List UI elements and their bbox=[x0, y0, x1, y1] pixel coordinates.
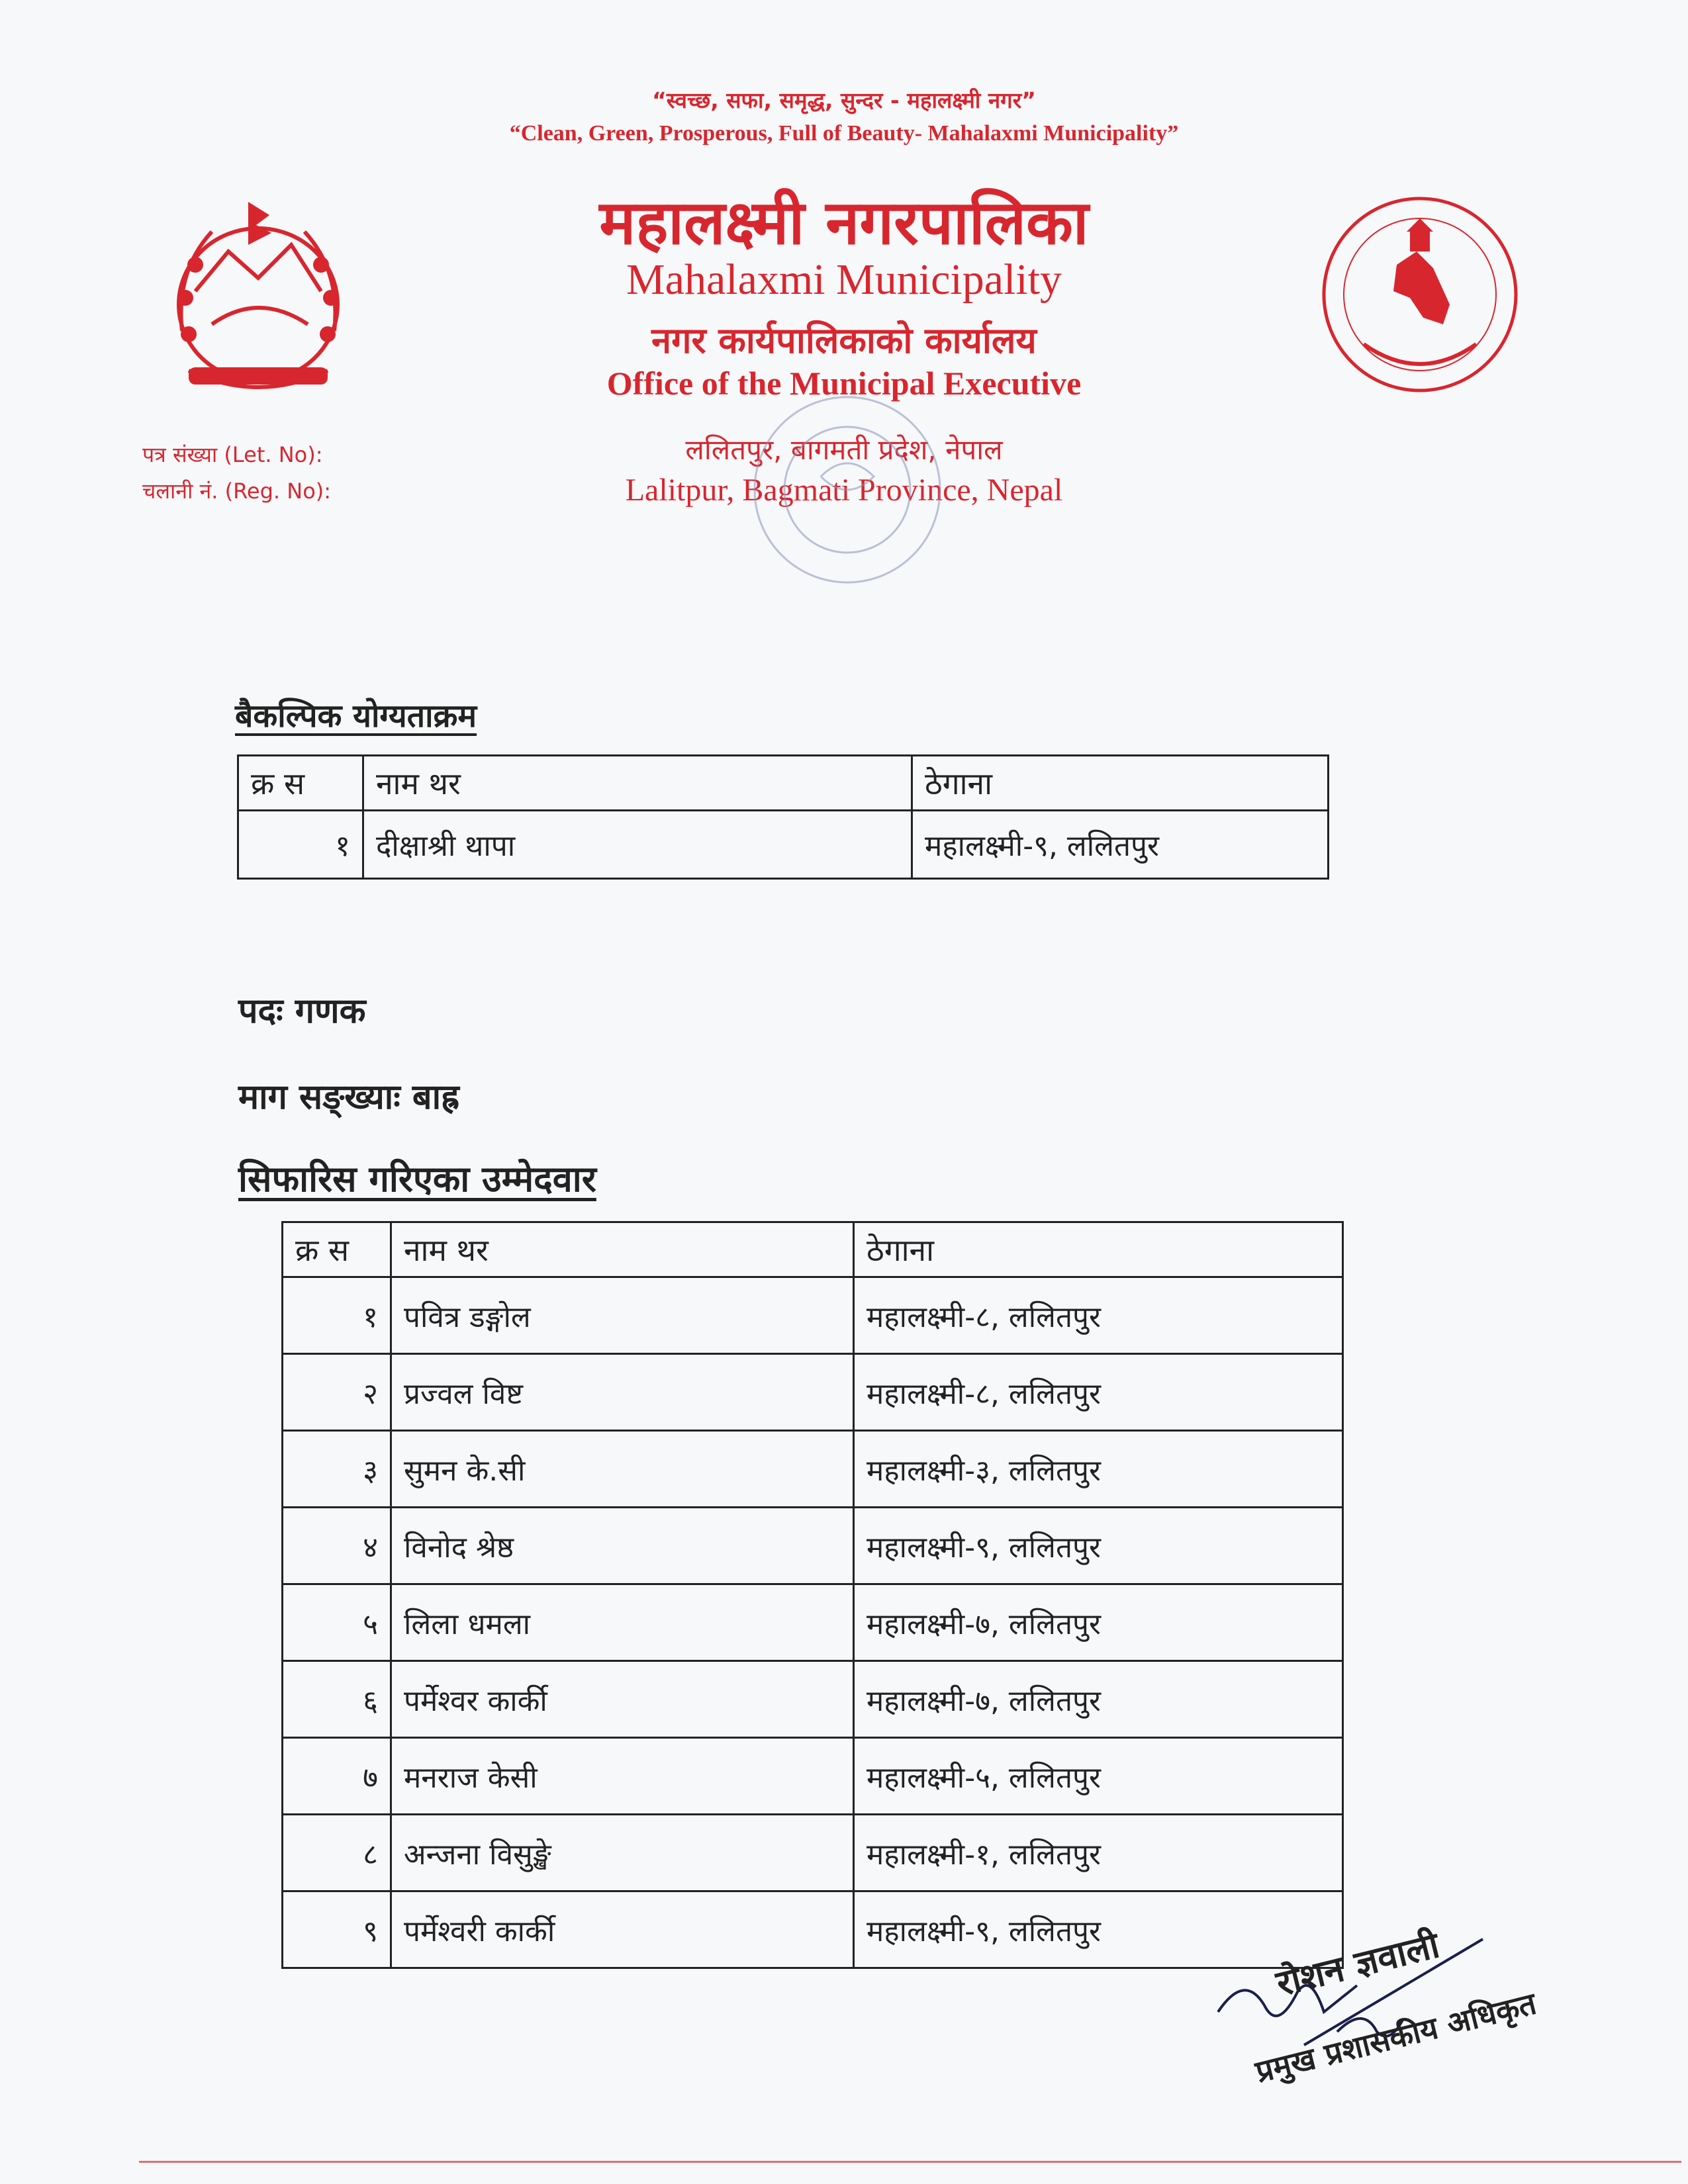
table-row bbox=[238, 811, 1329, 879]
table-row bbox=[283, 1891, 1343, 1968]
row-address: महालक्ष्मी-९, ललितपुर bbox=[854, 1891, 1343, 1968]
row-name: दीक्षाश्री थापा bbox=[363, 811, 912, 879]
registration-number-label: चलानी नं. (Reg. No): bbox=[142, 478, 332, 504]
table-row bbox=[283, 1661, 1343, 1738]
alternate-list-title: बैकल्पिक योग्यताक्रम bbox=[235, 698, 477, 735]
office-name-english: Office of the Municipal Executive bbox=[606, 365, 1082, 402]
table-row bbox=[283, 1508, 1343, 1584]
letter-number-label: पत्र संख्या (Let. No): bbox=[142, 442, 323, 467]
column-header-sn: क्र स bbox=[238, 756, 363, 811]
row-name: सुमन के.सी bbox=[391, 1431, 854, 1508]
table-row bbox=[283, 1354, 1343, 1431]
post-position: पदः गणक bbox=[238, 991, 366, 1031]
column-header-name: नाम थर bbox=[363, 756, 912, 811]
table-row bbox=[283, 1584, 1343, 1661]
municipality-name-english: Mahalaxmi Municipality bbox=[626, 255, 1062, 304]
recommended-list-title: सिफारिस गरिएका उम्मेदवार bbox=[238, 1158, 596, 1200]
row-name: प्रज्वल विष्ट bbox=[391, 1354, 854, 1431]
row-sn: २ bbox=[283, 1354, 391, 1431]
table-header-row bbox=[283, 1222, 1343, 1277]
table-row bbox=[283, 1431, 1343, 1508]
office-name-nepali: नगर कार्यपालिकाको कार्यालय bbox=[651, 320, 1037, 361]
row-address: महालक्ष्मी-१, ललितपुर bbox=[854, 1815, 1343, 1891]
signatory-name: रोशन ज्ञवाली bbox=[1272, 1924, 1444, 2005]
row-sn: ७ bbox=[283, 1738, 391, 1815]
table-row bbox=[283, 1738, 1343, 1815]
row-address: महालक्ष्मी-८, ललितपुर bbox=[854, 1277, 1343, 1354]
row-address: महालक्ष्मी-८, ललितपुर bbox=[854, 1354, 1343, 1431]
row-address: महालक्ष्मी-७, ललितपुर bbox=[854, 1584, 1343, 1661]
row-name: लिला धमला bbox=[391, 1584, 854, 1661]
table-header-row bbox=[238, 756, 1329, 811]
row-sn: ६ bbox=[283, 1661, 391, 1738]
column-header-sn: क्र स bbox=[283, 1222, 391, 1277]
motto-english: “Clean, Green, Prosperous, Full of Beauty- Mahalaxmi Municipality” bbox=[509, 121, 1179, 146]
row-sn: १ bbox=[238, 811, 363, 879]
row-address: महालक्ष्मी-९, ललितपुर bbox=[912, 811, 1329, 879]
footer-divider bbox=[139, 2161, 1681, 2163]
municipality-seal-icon bbox=[1317, 192, 1523, 397]
row-address: महालक्ष्मी-७, ललितपुर bbox=[854, 1661, 1343, 1738]
motto-nepali: “स्वच्छ, सफा, समृद्ध, सुन्दर - महालक्ष्मी नगर” bbox=[652, 87, 1036, 113]
column-header-address: ठेगाना bbox=[912, 756, 1329, 811]
municipality-name-nepali: महालक्ष्मी नगरपालिका bbox=[599, 187, 1089, 258]
address-nepali: ललितपुर, बागमती प्रदेश, नेपाल bbox=[685, 433, 1003, 466]
address-english: Lalitpur, Bagmati Province, Nepal bbox=[625, 473, 1063, 508]
row-address: महालक्ष्मी-५, ललितपुर bbox=[854, 1738, 1343, 1815]
row-sn: ८ bbox=[283, 1815, 391, 1891]
row-name: पवित्र डङ्गोल bbox=[391, 1277, 854, 1354]
row-sn: ३ bbox=[283, 1431, 391, 1508]
row-address: महालक्ष्मी-९, ललितपुर bbox=[854, 1508, 1343, 1584]
signatory-designation: प्रमुख प्रशासकीय अधिकृत bbox=[1252, 1985, 1540, 2090]
alternate-list-table bbox=[237, 754, 1329, 880]
row-name: पर्मेश्वरी कार्की bbox=[391, 1891, 854, 1968]
row-address: महालक्ष्मी-३, ललितपुर bbox=[854, 1431, 1343, 1508]
column-header-address: ठेगाना bbox=[854, 1222, 1343, 1277]
row-name: मनराज केसी bbox=[391, 1738, 854, 1815]
row-sn: ५ bbox=[283, 1584, 391, 1661]
table-row bbox=[283, 1815, 1343, 1891]
column-header-name: नाम थर bbox=[391, 1222, 854, 1277]
row-name: विनोद श्रेष्ठ bbox=[391, 1508, 854, 1584]
row-sn: १ bbox=[283, 1277, 391, 1354]
row-sn: ४ bbox=[283, 1508, 391, 1584]
table-row bbox=[283, 1277, 1343, 1354]
row-sn: ९ bbox=[283, 1891, 391, 1968]
post-demand-count: माग सङ्ख्याः बाह्र bbox=[238, 1077, 459, 1117]
row-name: अन्जना विसुङ्खे bbox=[391, 1815, 854, 1891]
row-name: पर्मेश्वर कार्की bbox=[391, 1661, 854, 1738]
recommended-list-table bbox=[281, 1221, 1344, 1969]
office-stamp-icon bbox=[748, 390, 947, 589]
